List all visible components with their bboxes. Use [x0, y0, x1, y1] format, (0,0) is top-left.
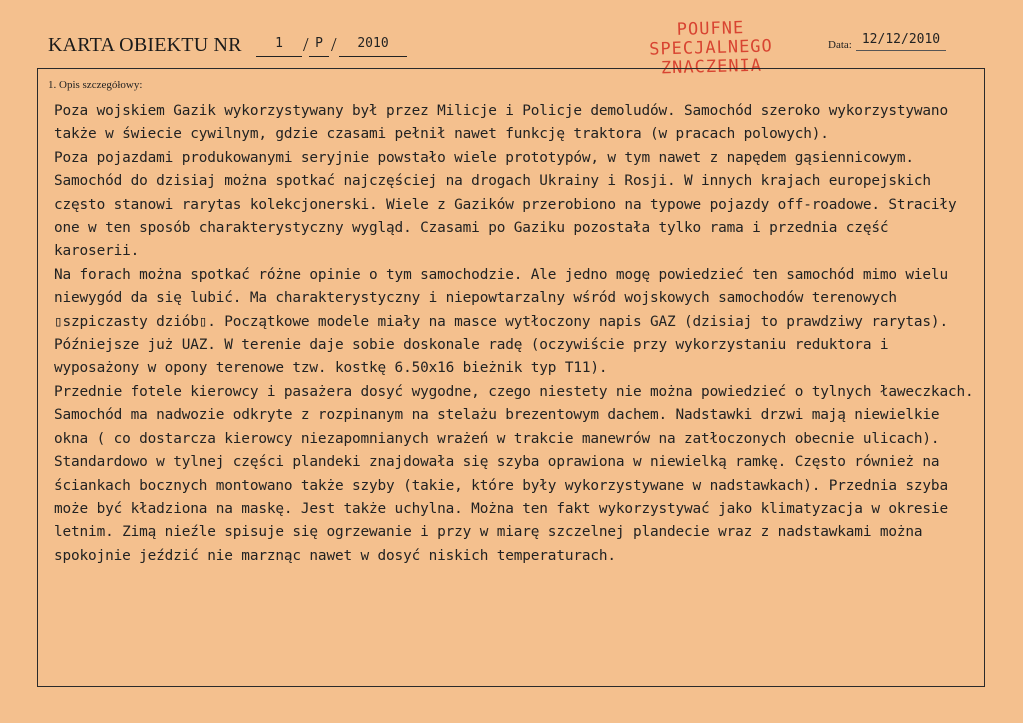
separator-slash: / [331, 34, 337, 56]
paragraph: Poza pojazdami produkowanymi seryjnie powstało wiele prototypów, w tym nawet z napędem gąsiennicowym. [54, 149, 914, 166]
stamp-line: SPECJALNEGO [648, 36, 774, 60]
paragraph: Poza wojskiem Gazik wykorzystywany był przez Milicje i Policje demoludów. Samochód szeroko wykorzystywano także w świecie cywilnym, gdzie czasami pełnił nawet funkcję traktora (w pracach polowych). [54, 103, 948, 143]
section-label: 1. Opis szczegółowy: [48, 79, 143, 91]
description-text [54, 100, 976, 568]
separator-slash: / [303, 34, 309, 56]
object-number-field: 1 [256, 34, 302, 57]
paragraph: Przednie fotele kierowcy i pasażera dosyć wygodne, czego niestety nie można powiedzieć o tylnych ławeczkach. Samochód ma nadwozie odkryte z rozpinanym na stelażu brezentowym dachem. Nadstawki drzwi mają niewielkie okna ( co dostarcza kierowcy niezapomnianych wrażeń w trakcie manewrów na zatłoczonych obecnie ulicach). Standardowo w tylnej części plandeki znajdowała się szyba oprawiona w niewielką ramkę. Często również na ściankach bocznych montowano także szyby (takie, które były wykorzystywane w nadstawkach). Przednia szyba może być kładziona na maskę. Jest także uchylna. Można ten fakt wykorzystywać jako klimatyzacja w okresie letnim. Zimą nieźle spisuje się ogrzewanie i przy w miarę szczelnej plandecie wraz z nadstawkami można spokojnie jeździć nie marznąc nawet w dosyć niskich temperaturach. [54, 383, 974, 564]
paragraph: Na forach można spotkać różne opinie o tym samochodzie. Ale jedno mogę powiedzieć ten samochód mimo wielu niewygód da się lubić. Ma charakterystyczny i niepowtarzalny wśród wojskowych samochodów terenowych ▯szpiczasty dziób▯. Początkowe modele miały na masce wytłoczony napis GAZ (dzisiaj to prawdziwy rarytas). Późniejsze już UAZ. W terenie daje sobie doskonale radę (oczywiście przy wykorzystaniu reduktora i wyposażony w opony terenowe tzw. kostkę 6.50x16 bieżnik typ T11). [54, 266, 948, 377]
stamp-line: ZNACZENIA [660, 55, 763, 79]
object-category-field: P [309, 34, 329, 57]
date-field: 12/12/2010 [856, 30, 946, 51]
card-title: KARTA OBIEKTU NR [48, 34, 242, 56]
description-box [37, 68, 985, 687]
date-label: Data: [828, 39, 852, 51]
object-year-field: 2010 [339, 34, 407, 57]
paragraph: Samochód do dzisiaj można spotkać najczęściej na drogach Ukrainy i Rosji. W innych krajach europejskich często stanowi rarytas kolekcjonerski. Wiele z Gazików przerobiono na typowe pojazdy off-roadowe. Straciły one w ten sposób charakterystyczny wygląd. Czasami po Gaziku pozostała tylko rama i przednia część karoserii. [54, 173, 957, 260]
stamp-line: POUFNE [676, 18, 745, 40]
